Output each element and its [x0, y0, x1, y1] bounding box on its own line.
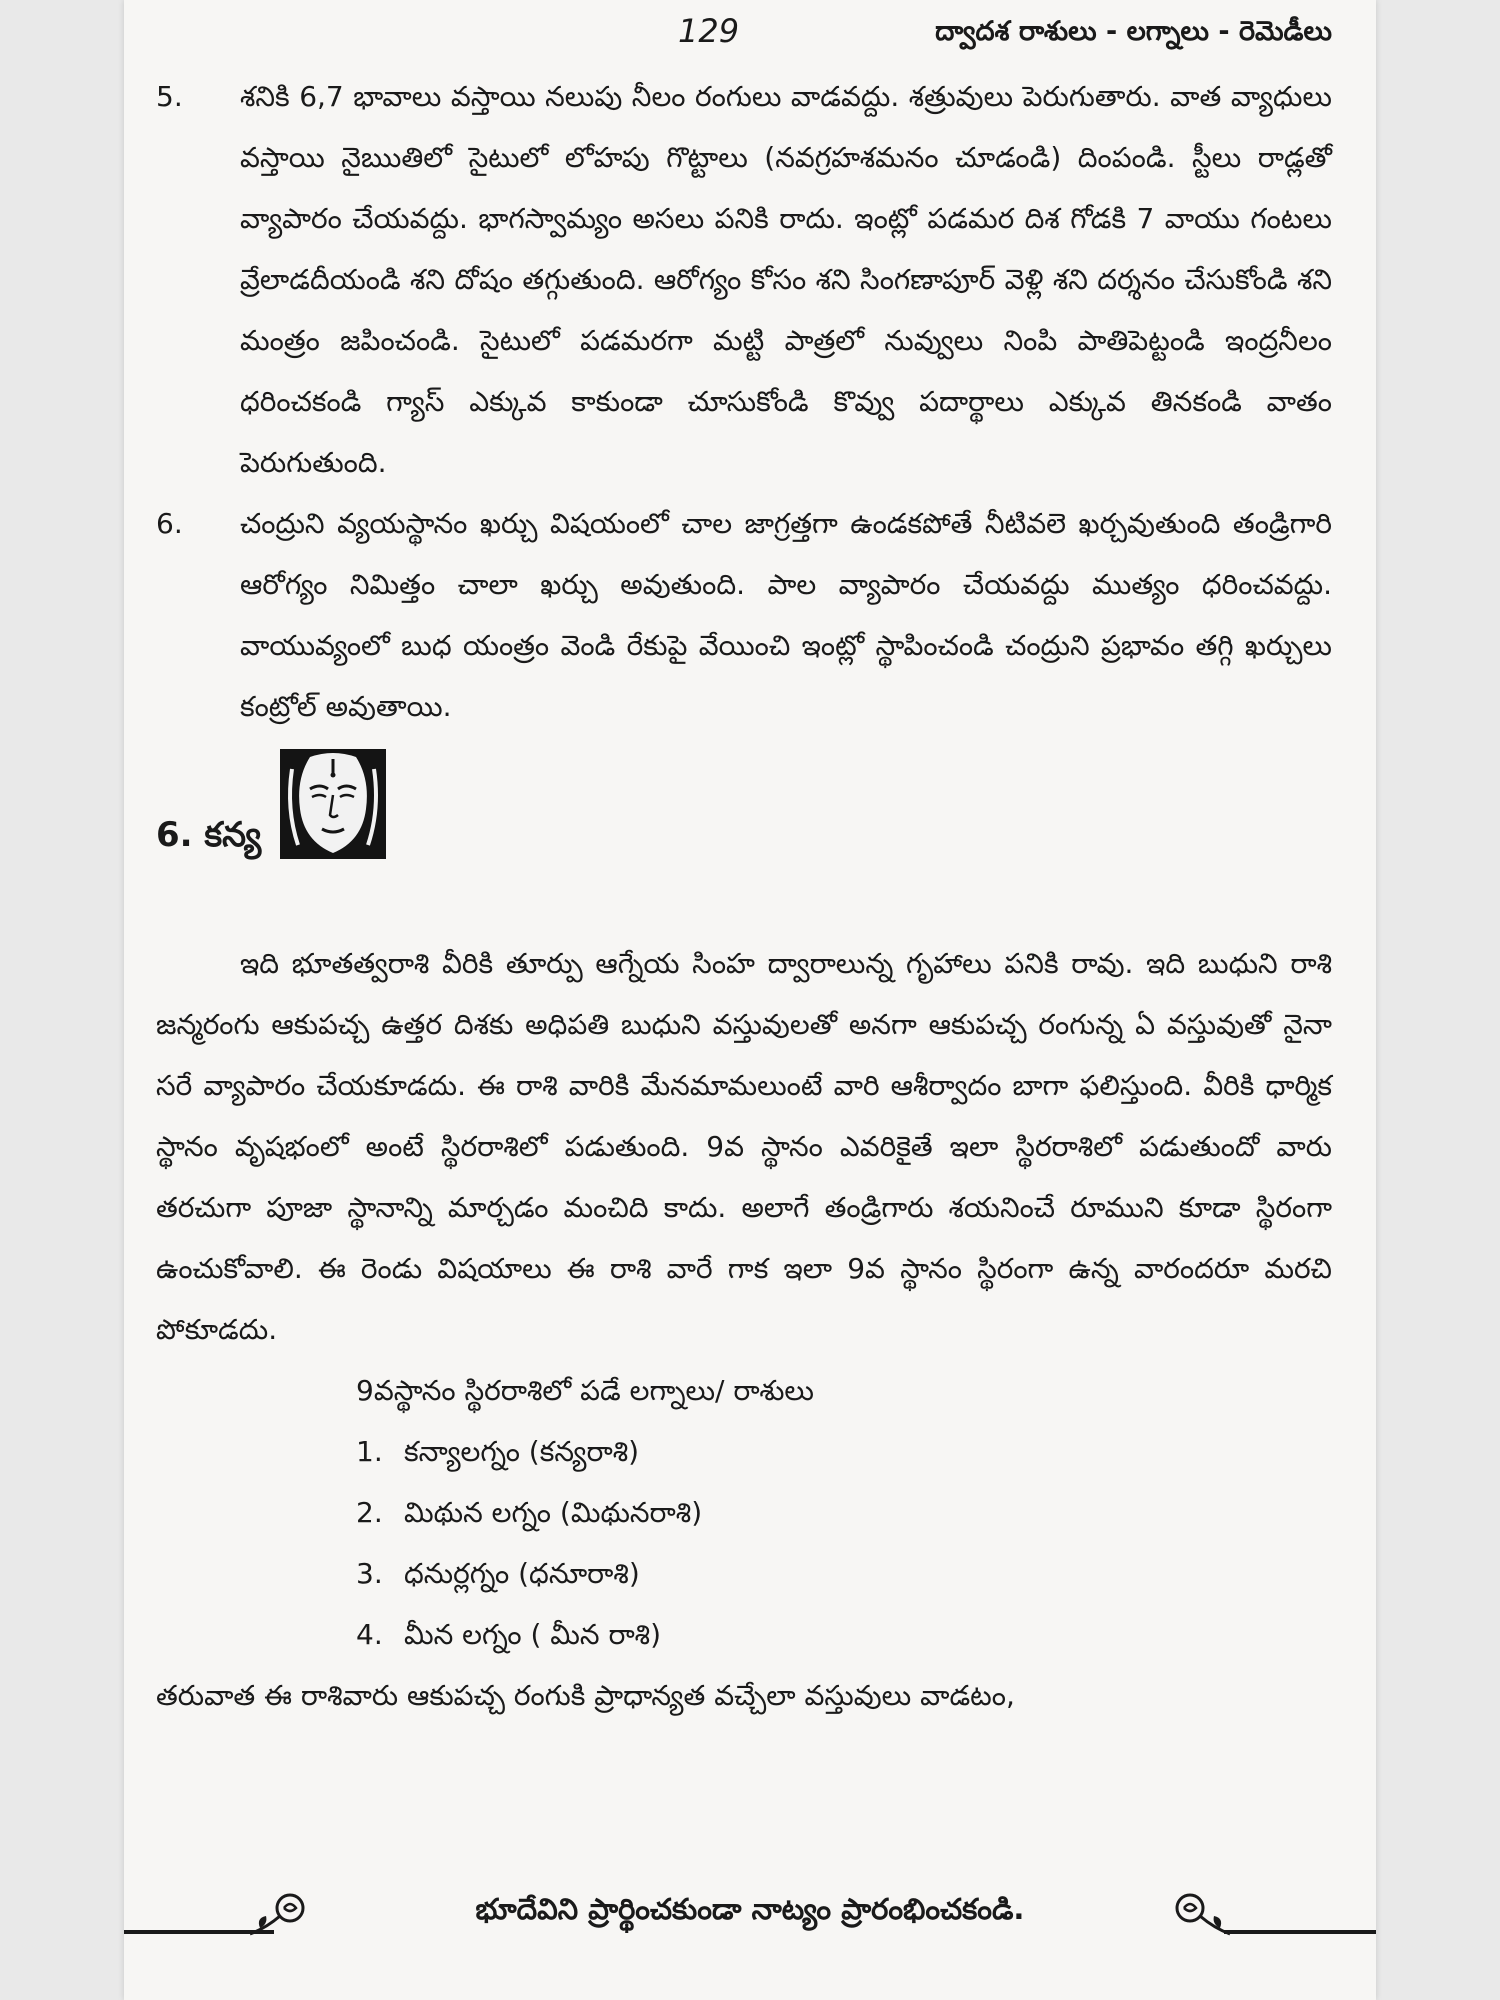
list-item [124, 1604, 1376, 1665]
footer-rule-right [1224, 1930, 1376, 1934]
list-item-number: 1. [356, 1435, 383, 1468]
closing-line: తరువాత ఈ రాశివారు ఆకుపచ్చ రంగుకి ప్రాధాన్యత వచ్చేలా వస్తువులు వాడటం, [156, 1679, 1015, 1712]
list-item-number: 4. [356, 1618, 383, 1651]
lagna-list [124, 1421, 1376, 1665]
item-number: 5. [156, 80, 183, 113]
list-item [124, 1482, 1376, 1543]
list-item [124, 1421, 1376, 1482]
list-item-text: మీన లగ్నం ( మీన రాశి) [404, 1618, 662, 1651]
numbered-item-6 [124, 493, 1376, 737]
list-item-number: 2. [356, 1496, 383, 1529]
rose-ornament-icon [1164, 1888, 1234, 1944]
section-title: 6. కన్య [156, 815, 262, 855]
section-heading-virgo [124, 743, 1376, 933]
virgo-face-icon [280, 749, 386, 859]
list-item-text: కన్యాలగ్నం (కన్యరాశి) [404, 1435, 640, 1468]
list-heading: 9వస్థానం స్థిరరాశిలో పడే లగ్నాలు/ రాశులు [356, 1374, 814, 1407]
list-item [124, 1543, 1376, 1604]
numbered-item-5 [124, 66, 1376, 493]
item-text: చంద్రుని వ్యయస్థానం ఖర్చు విషయంలో చాల జాగ్రత్తగా ఉండకపోతే నీటివలె ఖర్చవుతుంది తండ్రిగారి ఆరోగ్యం నిమిత్తం చాలా ఖర్చు అవుతుంది. పాల వ్యాపారం చేయవద్దు ముత్యం ధరించవద్దు. వాయువ్యంలో బుధ యంత్రం వెండి రేకుపై వేయించి ఇంట్లో స్థాపించండి చంద్రుని ప్రభావం తగ్గి ఖర్చులు కంట్రోల్ అవుతాయి. [240, 507, 1332, 723]
page-header [124, 8, 1376, 60]
page [124, 0, 1376, 2000]
list-item-number: 3. [356, 1557, 383, 1590]
page-body [124, 66, 1376, 1726]
footer-quote: భూదేవిని ప్రార్థించకుండా నాట్యం ప్రారంభించకండి. [475, 1892, 1025, 1926]
paragraph: ఇది భూతత్వరాశి వీరికి తూర్పు ఆగ్నేయ సింహ ద్వారాలున్న గృహాలు పనికి రావు. ఇది బుధుని రాశి జన్మరంగు ఆకుపచ్చ ఉత్తర దిశకు అధిపతి బుధుని వస్తువులతో అనగా ఆకుపచ్చ రంగున్న ఏ వస్తువుతో నైనా సరే వ్యాపారం చేయకూడదు. ఈ రాశి వారికి మేనమామలుంటే వారి ఆశీర్వాదం బాగా ఫలిస్తుంది. వీరికి ధార్మిక స్థానం వృషభంలో అంటే స్థిరరాశిలో పడుతుంది. 9వ స్థానం ఎవరికైతే ఇలా స్థిరరాశిలో పడుతుందో వారు తరచుగా పూజా స్థానాన్ని మార్చడం మంచిది కాదు. అలాగే తండ్రిగారు శయనించే రూముని కూడా స్థిరంగా ఉంచుకోవాలి. ఈ రెండు విషయాలు ఈ రాశి వారే గాక ఇలా 9వ స్థానం స్థిరంగా ఉన్న వారందరూ మరచి పోకూడదు. [156, 947, 1332, 1346]
running-head: ద్వాదశ రాశులు - లగ్నాలు - రెమెడీలు [935, 16, 1332, 47]
item-number: 6. [156, 507, 183, 540]
list-item-text: ధనుర్లగ్నం (ధనూరాశి) [404, 1557, 640, 1590]
list-item-text: మిథున లగ్నం (మిథునరాశి) [404, 1496, 703, 1529]
page-number: 129 [678, 12, 740, 50]
item-text: శనికి 6,7 భావాలు వస్తాయి నలుపు నీలం రంగులు వాడవద్దు. శత్రువులు పెరుగుతారు. వాత వ్యాధులు వస్తాయి నైఋతిలో సైటులో లోహపు గొట్టాలు (నవగ్రహశమనం చూడండి) దింపండి. స్టీలు రాడ్లతో వ్యాపారం చేయవద్దు. భాగస్వామ్యం అసలు పనికి రాదు. ఇంట్లో పడమర దిశ గోడకి 7 వాయు గంటలు వ్రేలాడదీయండి శని దోషం తగ్గుతుంది. ఆరోగ్యం కోసం శని సింగణాపూర్ వెళ్లి శని దర్శనం చేసుకోండి శని మంత్రం జపించండి. సైటులో పడమరగా మట్టి పాత్రలో నువ్వులు నింపి పాతిపెట్టండి ఇంద్రనీలం ధరించకండి గ్యాస్ ఎక్కువ కాకుండా చూసుకోండి కొవ్వు పదార్థాలు ఎక్కువ తినకండి వాతం పెరుగుతుంది. [240, 80, 1332, 479]
